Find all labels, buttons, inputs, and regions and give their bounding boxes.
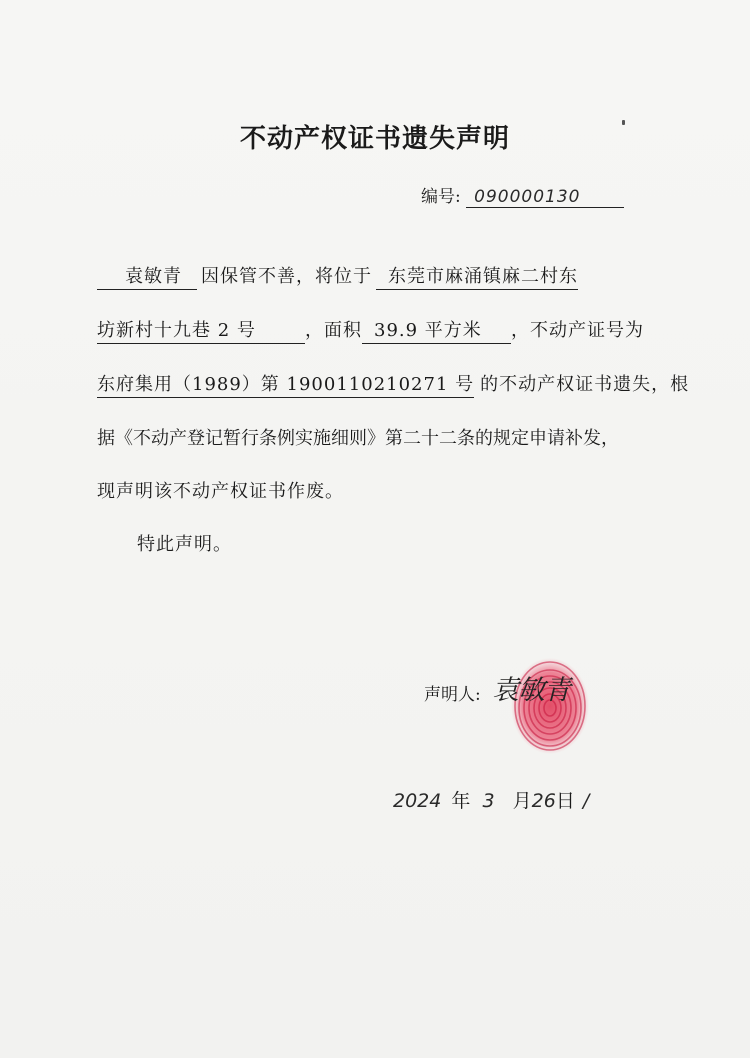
address-part-2: 坊新村十九巷 2 号 (97, 316, 305, 344)
doc-number-label: 编号: (421, 187, 461, 207)
signer-label: 声明人: (424, 685, 481, 705)
date-year: 2024 (393, 790, 442, 812)
date-day: 26 (531, 790, 556, 812)
signing-date (393, 786, 589, 813)
body-text-1: 因保管不善，将位于 (201, 266, 372, 287)
date-stroke: / (582, 790, 590, 812)
handwritten-signature: 袁敏青 (492, 675, 570, 706)
doc-number-value: 090000130 (466, 187, 624, 208)
body-line-2 (97, 316, 644, 344)
date-day-unit: 日 (555, 790, 575, 812)
body-text-3: ，不动产证号为 (511, 320, 644, 341)
date-year-unit: 年 (451, 790, 471, 812)
date-month-unit: 月 (512, 790, 532, 812)
owner-name: 袁敏青 (97, 262, 197, 290)
body-line-4: 据《不动产登记暂行条例实施细则》第二十二条的规定申请补发， (97, 428, 619, 449)
certificate-number: 东府集用（1989）第 1900110210271 号 (97, 370, 474, 398)
body-line-1 (97, 262, 578, 290)
body-line-3 (97, 370, 689, 398)
document-number (421, 182, 624, 208)
body-line-5: 现声明该不动产权证书作废。 (97, 481, 344, 502)
address-part-1: 东莞市麻涌镇麻二村东 (376, 262, 578, 290)
date-month: 3 (482, 790, 495, 812)
area-value: 39.9 平方米 (362, 316, 511, 344)
closing-statement: 特此声明。 (137, 534, 232, 555)
body-text-4: 的不动产权证书遗失，根 (480, 374, 690, 395)
document-title: 不动产权证书遗失声明 (239, 124, 510, 154)
body-text-2: ，面积 (305, 320, 362, 341)
